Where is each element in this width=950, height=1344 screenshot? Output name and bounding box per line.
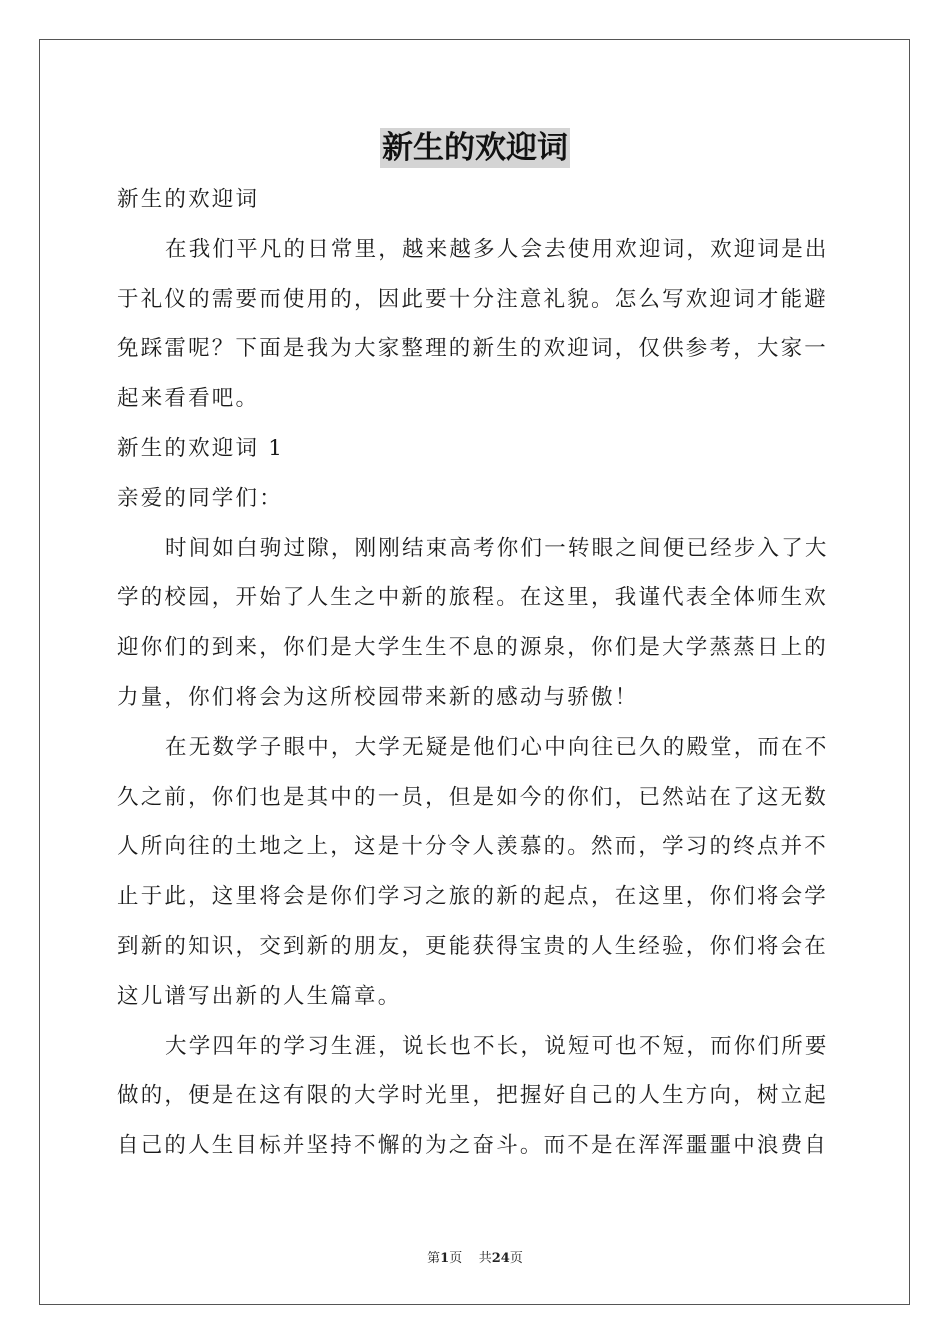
text-line: 久之前，你们也是其中的一员，但是如今的你们，已然站在了这无数: [117, 784, 829, 810]
page-prefix: 第: [427, 1251, 441, 1266]
text-line: 人所向往的土地之上，这是十分令人羡慕的。然而，学习的终点并不: [117, 834, 829, 860]
page-number: 1: [440, 1251, 450, 1266]
text-line: 做的，便是在这有限的大学时光里，把握好自己的人生方向，树立起: [117, 1083, 829, 1109]
text-line: 大学四年的学习生涯，说长也不长，说短可也不短，而你们所要: [165, 1033, 829, 1059]
text-line: 自己的人生目标并坚持不懈的为之奋斗。而不是在浑浑噩噩中浪费自: [117, 1133, 829, 1159]
text-line: 免踩雷呢？下面是我为大家整理的新生的欢迎词，仅供参考，大家一: [117, 336, 829, 362]
text-line: 这儿谱写出新的人生篇章。: [117, 983, 402, 1009]
text-line: 亲爱的同学们：: [117, 485, 283, 511]
total-pages: 24: [491, 1251, 510, 1266]
text-line: 学的校园，开始了人生之中新的旅程。在这里，我谨代表全体师生欢: [117, 585, 829, 611]
text-line: 迎你们的到来，你们是大学生生不息的源泉，你们是大学蒸蒸日上的: [117, 635, 829, 661]
text-line: 止于此，这里将会是你们学习之旅的新的起点，在这里，你们将会学: [117, 884, 829, 910]
text-line: 力量，你们将会为这所校园带来新的感动与骄傲！: [117, 684, 639, 710]
text-line: 起来看看吧。: [117, 386, 260, 412]
total-prefix: 共: [478, 1251, 492, 1266]
text-line: 时间如白驹过隙，刚刚结束高考你们一转眼之间便已经步入了大: [165, 535, 829, 561]
text-line: 在无数学子眼中，大学无疑是他们心中向往已久的殿堂，而在不: [165, 734, 829, 760]
title-container: [0, 128, 950, 168]
text-line: 于礼仪的需要而使用的，因此要十分注意礼貌。怎么写欢迎词才能避: [117, 286, 829, 312]
total-suffix: 页: [509, 1251, 523, 1266]
text-line: 新生的欢迎词 1: [117, 435, 285, 461]
page-footer: [0, 1247, 950, 1266]
text-line: 到新的知识，交到新的朋友，更能获得宝贵的人生经验，你们将会在: [117, 933, 829, 959]
text-line: 在我们平凡的日常里，越来越多人会去使用欢迎词，欢迎词是出: [165, 236, 829, 262]
document-title: 新生的欢迎词: [382, 130, 568, 166]
text-line: 新生的欢迎词: [117, 187, 260, 212]
page-suffix: 页: [449, 1251, 463, 1266]
document-body: [117, 175, 833, 1171]
